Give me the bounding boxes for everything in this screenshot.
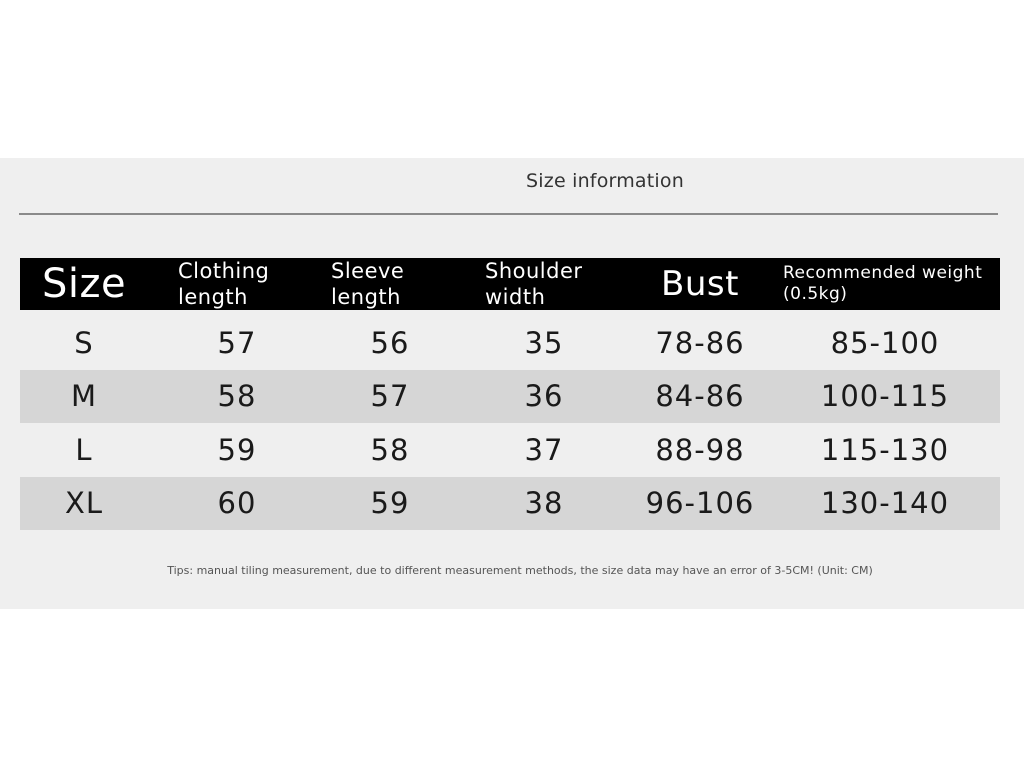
title-divider [19, 213, 998, 215]
cell-clothing-length: 57 [217, 325, 257, 360]
cell-recommended-weight: 100-115 [820, 379, 950, 414]
header-shoulder-width: Shoulder width [485, 259, 583, 309]
table-row [20, 477, 1000, 531]
header-bust: Bust [661, 264, 739, 304]
cell-sleeve-length: 58 [370, 432, 410, 467]
header-recommended-weight: Recommended weight (0.5kg) [783, 263, 983, 304]
measurement-tips: Tips: manual tiling measurement, due to different measurement methods, the size data may have an error of 3-5CM! (Unit: CM) [167, 564, 873, 577]
cell-clothing-length: 58 [217, 379, 257, 414]
cell-shoulder-width: 38 [524, 486, 564, 521]
size-table [20, 258, 1000, 530]
header-clothing-length: Clothing length [178, 259, 270, 309]
cell-size: S [74, 325, 94, 360]
cell-bust: 88-98 [655, 432, 745, 467]
cell-shoulder-width: 35 [524, 325, 564, 360]
cell-shoulder-width: 37 [524, 432, 564, 467]
page-title: Size information [526, 170, 684, 192]
cell-sleeve-length: 56 [370, 325, 410, 360]
cell-recommended-weight: 115-130 [820, 432, 950, 467]
cell-bust: 84-86 [655, 379, 745, 414]
table-row [20, 423, 1000, 477]
cell-clothing-length: 59 [217, 432, 257, 467]
header-size: Size [41, 261, 127, 307]
cell-sleeve-length: 59 [370, 486, 410, 521]
cell-size: M [70, 379, 98, 414]
cell-clothing-length: 60 [217, 486, 257, 521]
cell-recommended-weight: 85-100 [830, 325, 940, 360]
table-header-row [20, 258, 1000, 310]
cell-bust: 78-86 [655, 325, 745, 360]
cell-size: XL [64, 486, 104, 521]
table-row [20, 316, 1000, 370]
cell-recommended-weight: 130-140 [820, 486, 950, 521]
size-chart-panel [0, 158, 1024, 609]
cell-size: L [75, 432, 93, 467]
cell-shoulder-width: 36 [524, 379, 564, 414]
table-row [20, 370, 1000, 424]
cell-sleeve-length: 57 [370, 379, 410, 414]
header-sleeve-length: Sleeve length [331, 259, 405, 309]
cell-bust: 96-106 [645, 486, 755, 521]
